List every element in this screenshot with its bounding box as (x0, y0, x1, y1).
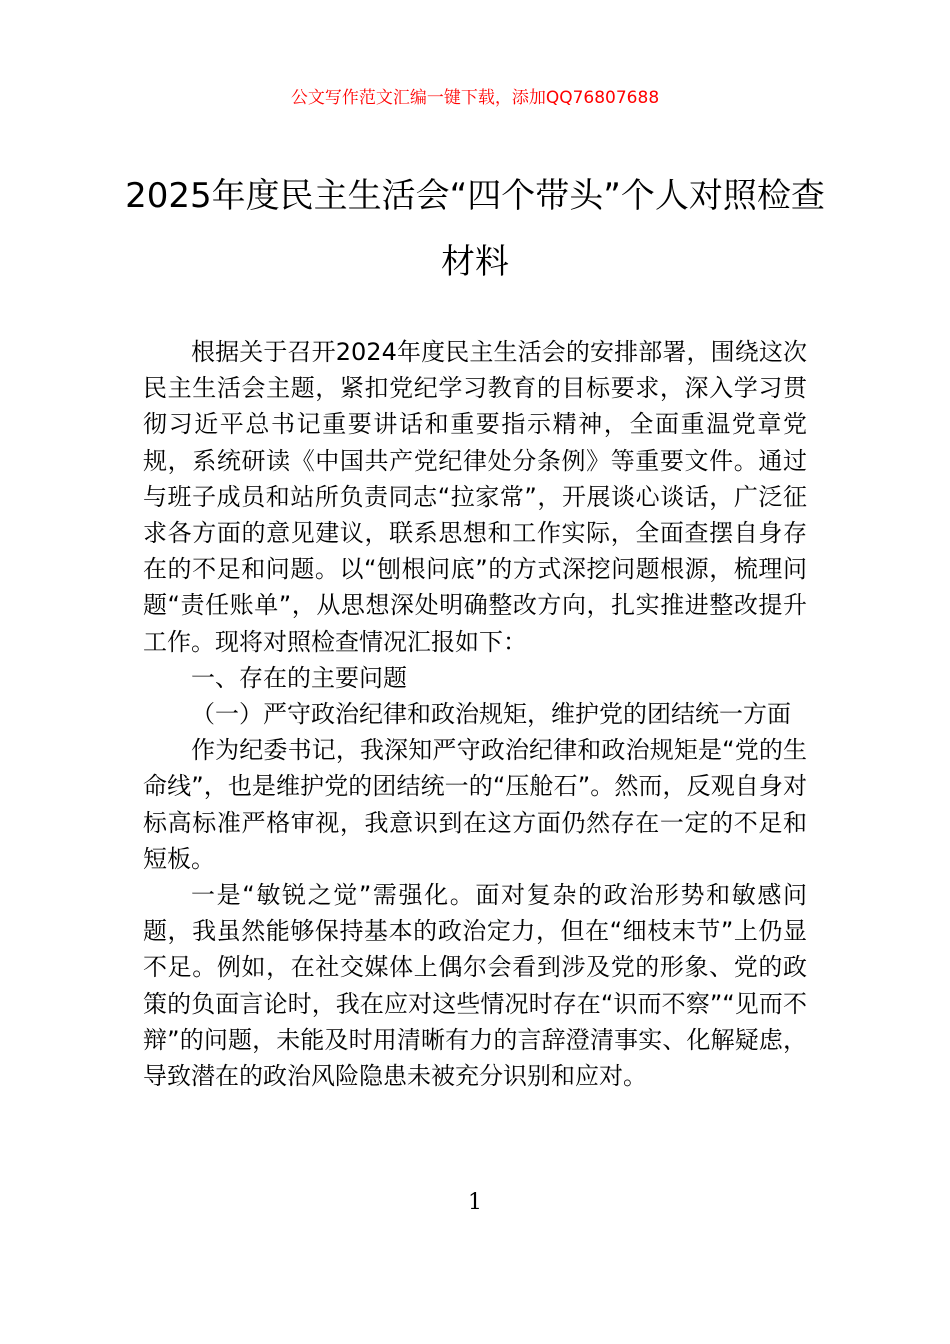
subsection-heading: （一）严守政治纪律和政治规矩，维护党的团结统一方面 (191, 700, 791, 729)
intro-paragraph: 根据关于召开2024年度民主生活会的安排部署，围绕这次民主生活会主题，紧扣党纪学习教育的目标要求，深入学习贯彻习近平总书记重要讲话和重要指示精神，全面重温党章党规，系统研读《中国共产党纪律处分条例》等重要文件。通过与班子成员和站所负责同志“拉家常”，开展谈心谈话，广泛征求各方面的意见建议，联系思想和工作实际，全面查摆自身存在的不足和问题。以“刨根问底”的方式深挖问题根源，梳理问题“责任账单”，从思想深处明确整改方向，扎实推进整改提升工作。现将对照检查情况汇报如下： (143, 338, 807, 656)
body-paragraph: 一是“敏锐之觉”需强化。面对复杂的政治形势和敏感问题，我虽然能够保持基本的政治定力，但在“细枝末节”上仍显不足。例如，在社交媒体上偶尔会看到涉及党的形象、党的政策的负面言论时，我在应对这些情况时存在“识而不察”“见而不辩”的问题，未能及时用清晰有力的言辞澄清事实、化解疑虑，导致潜在的政治风险隐患未被充分识别和应对。 (143, 881, 807, 1091)
document-title: 2025年度民主生活会“四个带头”个人对照检查材料 (125, 176, 825, 282)
body-paragraph: 作为纪委书记，我深知严守政治纪律和政治规矩是“党的生命线”，也是维护党的团结统一的“压舱石”。然而，反观自身对标高标准严格审视，我意识到在这方面仍然存在一定的不足和短板。 (143, 736, 807, 873)
page-number: 1 (468, 1190, 482, 1215)
document-body (143, 334, 807, 1094)
section-heading: 一、存在的主要问题 (191, 663, 407, 692)
download-notice: 公文写作范文汇编一键下载，添加QQ76807688 (290, 88, 660, 108)
